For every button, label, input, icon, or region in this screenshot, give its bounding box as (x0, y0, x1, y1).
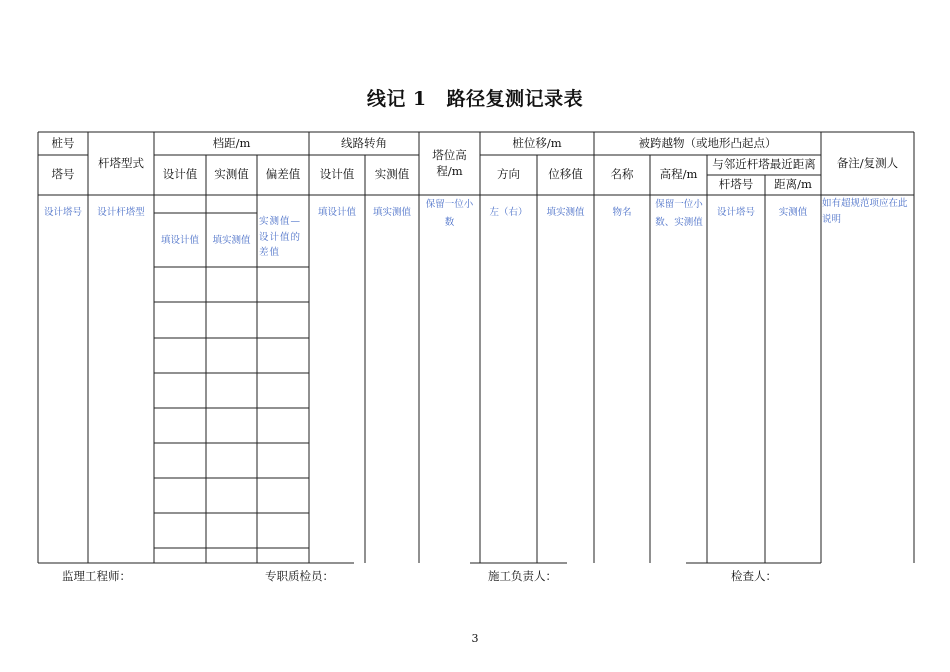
header-near-distance: 距离/m (774, 177, 812, 192)
title-code: 线记 1 (366, 88, 427, 110)
header-angle-design: 设计值 (319, 167, 355, 182)
header-tower-height: 塔位高程/m (432, 147, 467, 178)
footer-construction-lead: 施工负责人： (488, 569, 557, 583)
hint-remarks: 如有超规范项应在此说明 (822, 198, 908, 226)
header-span: 档距/m (212, 135, 251, 150)
hint-span-design: 填设计值 (160, 234, 199, 246)
hint-near-distance: 实测值 (778, 206, 808, 218)
hint-tower-no: 设计塔号 (43, 206, 82, 218)
header-remarks: 备注/复测人 (836, 156, 899, 171)
header-nearest-distance: 与邻近杆塔最近距离 (712, 157, 816, 172)
footer-quality-inspector: 专职质检员： (265, 569, 334, 583)
footer-inspector: 检查人： (731, 569, 777, 583)
header-object-name: 名称 (610, 167, 634, 182)
header-tower-type: 杆塔型式 (98, 155, 144, 170)
header-span-design: 设计值 (162, 167, 198, 182)
header-near-tower-no: 杆塔号 (718, 177, 754, 192)
hint-angle-design: 填设计值 (317, 206, 356, 218)
header-tower-no: 塔号 (51, 167, 75, 182)
title-text: 路径复测记录表 (446, 88, 584, 110)
hint-span-deviation: 实测值—设计值的差值 (259, 216, 302, 259)
header-shift-value: 位移值 (548, 167, 583, 182)
hint-elevation: 保留一位小数、实测值 (655, 199, 703, 229)
hint-tower-type: 设计杆塔型 (97, 206, 145, 218)
hint-height: 保留一位小数 (425, 199, 474, 229)
footer-supervisor: 监理工程师： (62, 569, 131, 583)
header-direction: 方向 (497, 167, 520, 182)
hint-shift: 填实测值 (546, 206, 585, 218)
hint-span-measured: 填实测值 (212, 234, 251, 246)
hint-angle-measured: 填实测值 (372, 206, 411, 218)
hint-direction: 左（右） (489, 206, 528, 218)
header-line-angle: 线路转角 (341, 135, 387, 150)
page-number: 3 (471, 632, 479, 645)
header-span-deviation: 偏差值 (265, 167, 301, 182)
header-angle-measured: 实测值 (374, 167, 410, 182)
header-stake: 桩号 (51, 135, 75, 150)
header-span-measured: 实测值 (214, 167, 249, 182)
header-crossed-objects: 被跨越物（或地形凸起点） (638, 135, 777, 150)
header-elevation: 高程/m (659, 167, 698, 182)
hint-object-name: 物名 (612, 206, 632, 218)
header-stake-shift: 桩位移/m (512, 135, 562, 150)
hint-near-tower: 设计塔号 (716, 206, 755, 218)
